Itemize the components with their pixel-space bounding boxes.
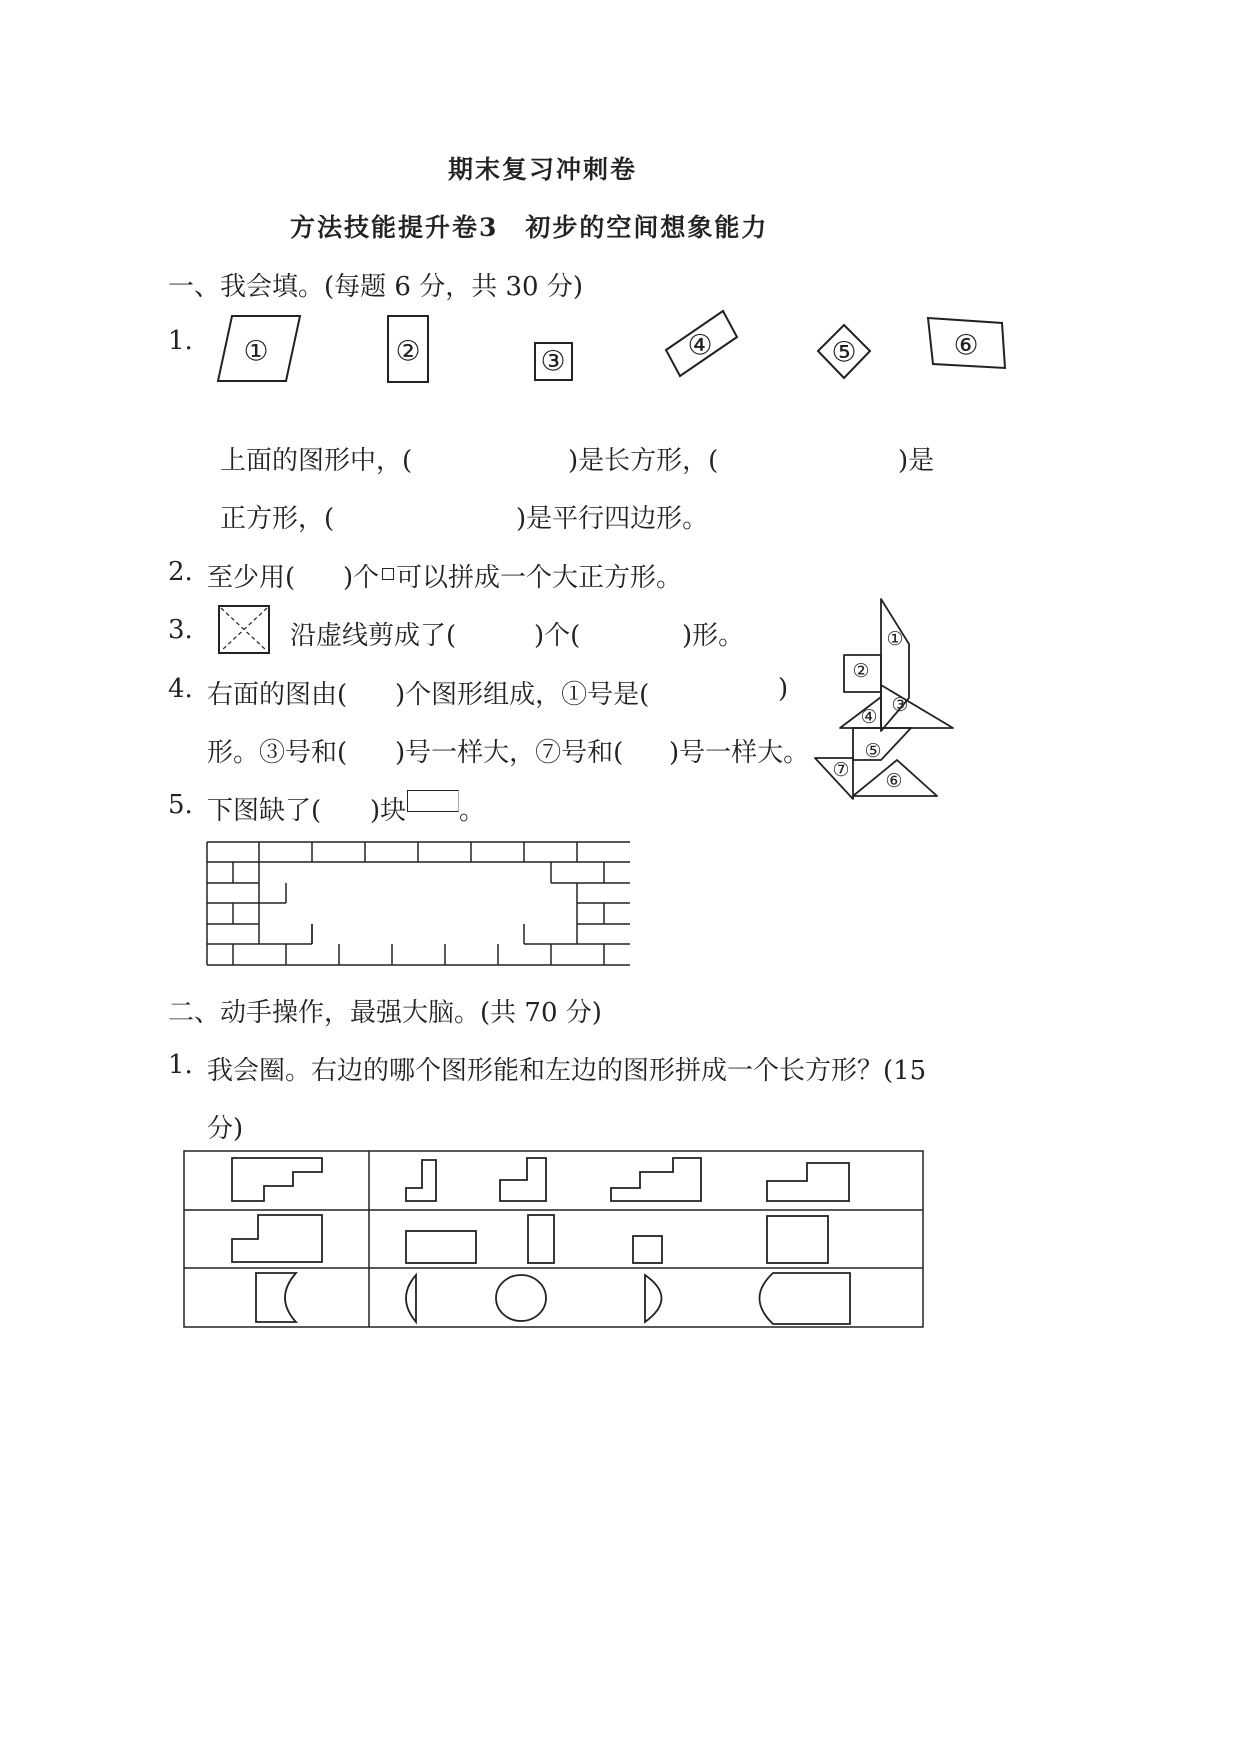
q4-line2-c: )号一样大。: [669, 738, 810, 768]
q2-text-b: )个: [343, 563, 380, 593]
page-title: 期末复习冲刺卷: [448, 155, 638, 184]
q3-text-b: )个(: [534, 621, 581, 651]
s2q1-line1: 我会圈。右边的哪个图形能和左边的图形拼成一个长方形？(15: [207, 1056, 927, 1086]
row3-option-1: [406, 1275, 416, 1322]
section2-heading: 二、动手操作，最强大脑。(共 70 分): [168, 998, 602, 1028]
tangram-label-7: ⑦: [832, 759, 850, 781]
shape-3-label: ③: [540, 344, 566, 378]
page-subtitle: 方法技能提升卷3 初步的空间想象能力: [290, 213, 769, 242]
q5-text-b: )块: [370, 796, 407, 826]
q1-number: 1.: [168, 326, 193, 356]
q4-line1-c: ): [778, 674, 789, 704]
row1-left-staircase: [232, 1158, 322, 1201]
q1-line2-a: 正方形，(: [220, 504, 335, 534]
shape-1-label: ①: [243, 334, 269, 368]
row3-option-3: [645, 1275, 662, 1322]
tangram-label-6: ⑥: [885, 770, 903, 792]
q4-number: 4.: [168, 674, 193, 704]
tangram-label-4: ④: [860, 706, 878, 728]
q3-text-a: 沿虚线剪成了(: [290, 621, 457, 651]
tangram-label-3: ③: [891, 694, 909, 716]
tangram-label-1: ①: [886, 628, 904, 650]
q1-line1-b: )是长方形，(: [568, 446, 719, 476]
s2q1-number: 1.: [168, 1050, 193, 1080]
row2-option-4: [767, 1216, 828, 1263]
row1-option-4: [767, 1163, 849, 1201]
q3-number: 3.: [168, 615, 193, 645]
shape-6-label: ⑥: [953, 328, 979, 362]
q5-number: 5.: [168, 790, 193, 820]
q5-text-c: 。: [459, 796, 486, 826]
q4-line1-b: )个图形组成，①号是(: [395, 680, 650, 710]
row1-option-3: [611, 1158, 701, 1201]
shape-2-label: ②: [395, 334, 421, 368]
q4-line1-a: 右面的图由(: [207, 680, 348, 710]
tangram-label-5: ⑤: [864, 740, 882, 762]
section1-heading: 一、我会填。(每题 6 分，共 30 分): [168, 272, 583, 302]
s2q1-line2: 分): [207, 1114, 244, 1144]
row1-option-1: [406, 1160, 436, 1201]
q1-line1-c: )是: [898, 446, 935, 476]
row2-option-2: [528, 1215, 554, 1263]
q4-line2-b: )号一样大，⑦号和(: [395, 738, 624, 768]
tangram-label-2: ②: [852, 660, 870, 682]
q5-text-a: 下图缺了(: [207, 796, 322, 826]
q2-text-c: 可以拼成一个大正方形。: [396, 563, 683, 593]
q1-line2-b: )是平行四边形。: [516, 504, 709, 534]
row3-option-2: [496, 1275, 546, 1321]
row1-option-2: [500, 1158, 546, 1201]
q4-line2-a: 形。③号和(: [207, 738, 348, 768]
row2-option-1: [406, 1231, 476, 1263]
row2-option-3: [633, 1236, 662, 1263]
q3-text-c: )形。: [682, 621, 745, 651]
shape-5-label: ⑤: [831, 335, 857, 369]
shape-4-label: ④: [687, 328, 713, 362]
q2-text-a: 至少用(: [207, 563, 296, 593]
row2-left-shape: [232, 1215, 322, 1262]
row3-option-4: [760, 1273, 851, 1324]
q1-line1-a: 上面的图形中，(: [220, 446, 413, 476]
q2-number: 2.: [168, 557, 193, 587]
row3-left-shape: [256, 1273, 296, 1322]
